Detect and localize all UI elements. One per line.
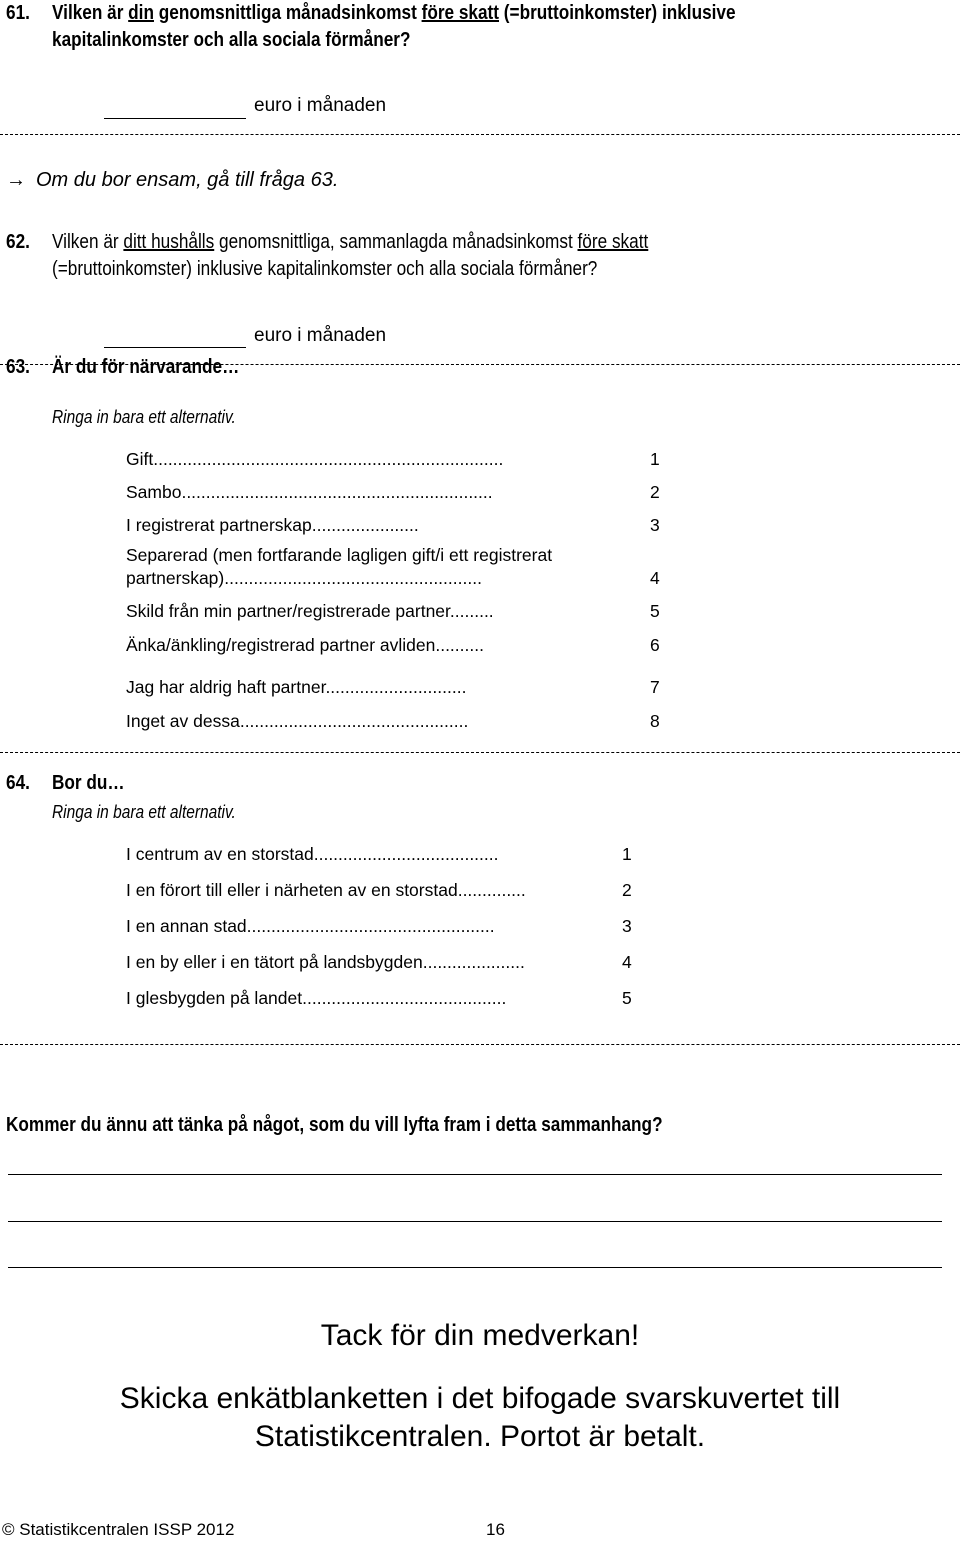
option-leader: .......................................... [302, 988, 507, 1008]
option-leader: ............................................... [239, 711, 469, 731]
option-leader: ............................. [325, 677, 467, 697]
option-code: 4 [650, 568, 660, 588]
option-leader: ......... [449, 601, 494, 621]
q63-number: 63. [6, 356, 30, 378]
option-leader: .......... [435, 635, 484, 655]
q63-option[interactable] [126, 710, 660, 732]
option-label: I centrum av en storstad [126, 844, 314, 864]
q61-question [52, 0, 736, 26]
option-leader: ...................................... [313, 844, 499, 864]
thanks-text: Tack för din medverkan! [320, 1319, 640, 1352]
closing-question: Kommer du ännu att tänka på något, som du vill lyfta fram i detta sammanhang? [6, 1114, 663, 1136]
option-label: Änka/änkling/registrerad partner avliden [126, 635, 436, 655]
q63-option[interactable] [126, 676, 660, 698]
comment-line[interactable] [8, 1174, 942, 1175]
routing-instruction: Om du bor ensam, gå till fråga 63. [36, 169, 339, 191]
option-code: 1 [622, 844, 632, 864]
footer-copyright: © Statistikcentralen ISSP 2012 [2, 1520, 235, 1539]
option-label: Gift [126, 449, 154, 469]
option-leader: ................................................... [246, 916, 495, 936]
page-number: 16 [486, 1520, 505, 1539]
option-leader: ..................... [422, 952, 525, 972]
section-separator [0, 752, 960, 753]
comment-line[interactable] [8, 1221, 942, 1222]
comment-line[interactable] [8, 1267, 942, 1268]
option-code: 2 [650, 482, 660, 502]
q64-option[interactable] [126, 987, 632, 1009]
q62-answer-field[interactable] [104, 347, 246, 348]
q63-option[interactable] [126, 567, 660, 589]
option-label: I registrerat partnerskap [126, 515, 312, 535]
q61-number: 61. [6, 2, 30, 24]
option-label: I glesbygden på landet [126, 988, 303, 1008]
q63-option-line1 [126, 544, 552, 566]
option-code: 5 [622, 988, 632, 1008]
q61-text-a: Vilken är [52, 2, 129, 24]
q64-number: 64. [6, 772, 30, 794]
q63-instruction: Ringa in bara ett alternativ. [52, 407, 236, 427]
option-leader: .............. [457, 880, 526, 900]
option-label: I en förort till eller i närheten av en storstad [126, 880, 458, 900]
q63-title: Är du för närvarande… [52, 356, 240, 378]
option-leader: ...................... [311, 515, 419, 535]
option-code: 5 [650, 601, 660, 621]
q61-answer-field[interactable] [104, 118, 246, 119]
q63-option[interactable] [126, 514, 660, 536]
q62-unit: euro i månaden [254, 325, 387, 346]
option-code: 1 [650, 449, 660, 469]
option-leader: ..................................................... [224, 568, 482, 588]
q62-question [52, 229, 648, 255]
option-code: 2 [622, 880, 632, 900]
option-label: partnerskap) [126, 568, 225, 588]
q64-instruction: Ringa in bara ett alternativ. [52, 802, 236, 822]
option-label: Sambo [126, 482, 182, 502]
q61-text-underlined-1: din [128, 2, 154, 24]
q62-number: 62. [6, 231, 30, 253]
q64-option[interactable] [126, 951, 632, 973]
q62-question-line2: (=bruttoinkomster) inklusive kapitalinkomster och alla sociala förmåner? [52, 258, 598, 280]
q63-option[interactable] [126, 448, 660, 470]
option-code: 7 [650, 677, 660, 697]
q64-option[interactable] [126, 915, 632, 937]
option-label: Separerad (men fortfarande lagligen gift/i ett registrerat [126, 545, 553, 565]
option-code: 6 [650, 635, 660, 655]
q61-text-c: (=bruttoinkomster) inklusive [499, 2, 736, 24]
section-separator [0, 134, 960, 135]
option-label: Inget av dessa [126, 711, 240, 731]
q61-text-b: genomsnittliga månadsinkomst [153, 2, 422, 24]
option-code: 3 [622, 916, 632, 936]
q63-option[interactable] [126, 634, 660, 656]
q64-title: Bor du… [52, 772, 125, 794]
option-label: Skild från min partner/registrerade partner [126, 601, 450, 621]
option-leader: ................................................................ [181, 482, 493, 502]
option-label: I en by eller i en tätort på landsbygden [126, 952, 423, 972]
q61-unit: euro i månaden [254, 95, 387, 116]
q61-question-line2: kapitalinkomster och alla sociala förmåner? [52, 29, 411, 51]
section-separator [0, 1044, 960, 1045]
q63-option[interactable] [126, 600, 660, 622]
q62-text-underlined-1: ditt hushålls [123, 231, 215, 253]
option-leader: ........................................................................ [153, 449, 504, 469]
send-instruction-line2: Statistikcentralen. Portot är betalt. [254, 1420, 706, 1453]
q61-text-underlined-2: före skatt [421, 2, 500, 24]
q64-option[interactable] [126, 843, 632, 865]
arrow-icon: → [6, 169, 26, 191]
option-code: 8 [650, 711, 660, 731]
q64-option[interactable] [126, 879, 632, 901]
q62-text-underlined-2: före skatt [577, 231, 649, 253]
option-label: I en annan stad [126, 916, 247, 936]
send-instruction-line1: Skicka enkätblanketten i det bifogade svarskuvertet till [119, 1382, 841, 1415]
q62-text-b: genomsnittliga, sammanlagda månadsinkomst [214, 231, 578, 253]
q62-text-a: Vilken är [52, 231, 124, 253]
option-code: 4 [622, 952, 632, 972]
q63-option[interactable] [126, 481, 660, 503]
option-label: Jag har aldrig haft partner [126, 677, 326, 697]
option-code: 3 [650, 515, 660, 535]
